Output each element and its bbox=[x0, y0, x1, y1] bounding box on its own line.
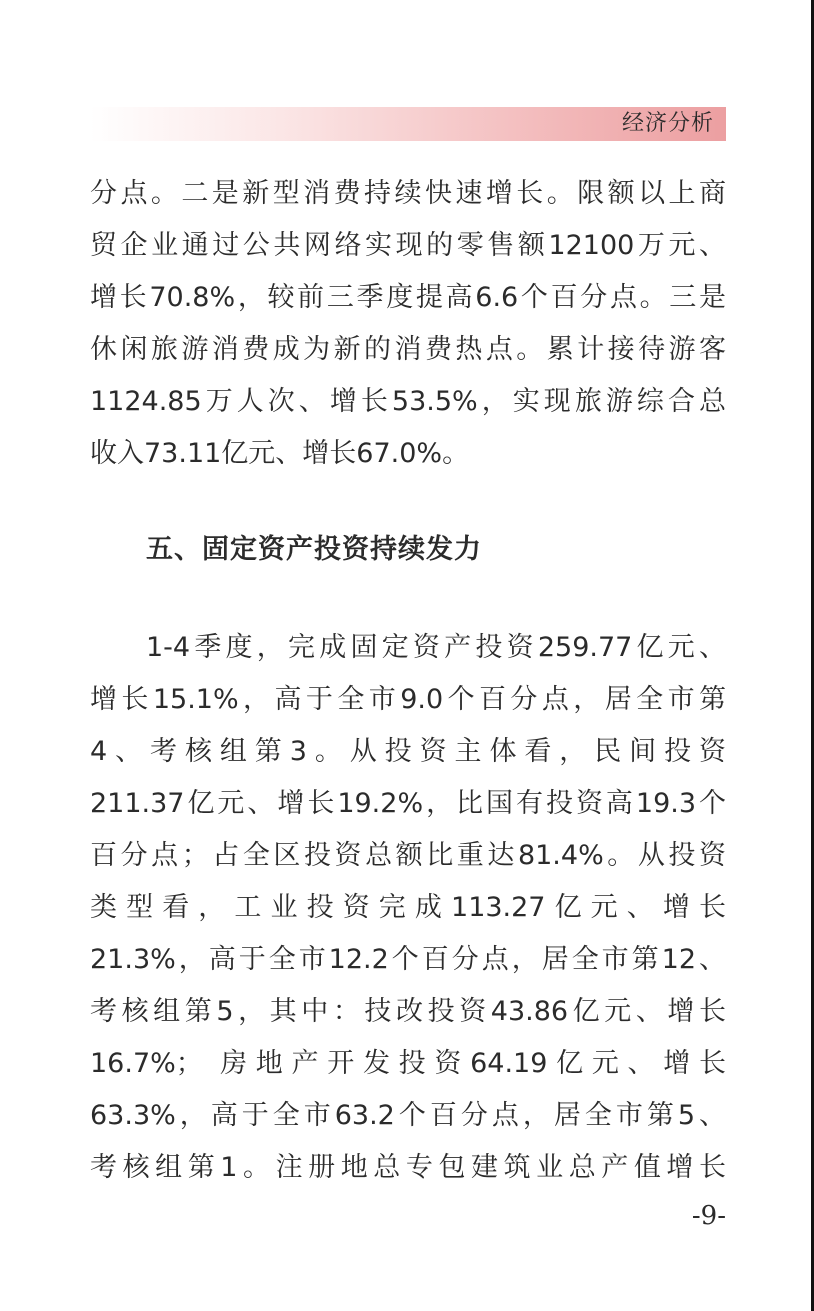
text-line: 1-4季度，完成固定资产投资259.77亿元、 bbox=[146, 632, 726, 663]
text-line: 休闲旅游消费成为新的消费热点。累计接待游客 bbox=[90, 334, 726, 365]
text-line: 考核组第1。注册地总专包建筑业总产值增长 bbox=[90, 1152, 726, 1183]
text-line: 收入73.11亿元、增长67.0%。 bbox=[90, 438, 470, 469]
text-line: 16.7%； 房地产开发投资64.19亿元、增长 bbox=[90, 1048, 726, 1079]
text-line: 考核组第5，其中：技改投资43.86亿元、增长 bbox=[90, 996, 726, 1027]
text-line: 21.3%，高于全市12.2个百分点，居全市第12、 bbox=[90, 944, 726, 975]
section-heading: 五、固定资产投资持续发力 bbox=[146, 534, 482, 565]
page-number: -9- bbox=[691, 1201, 726, 1231]
text-line: 类型看，工业投资完成113.27亿元、增长 bbox=[90, 892, 726, 923]
text-line: 211.37亿元、增长19.2%，比国有投资高19.3个 bbox=[90, 788, 726, 819]
text-line: 增长70.8%，较前三季度提高6.6个百分点。三是 bbox=[90, 282, 726, 313]
text-line: 1124.85万人次、增长53.5%，实现旅游综合总 bbox=[90, 386, 726, 417]
paragraph-consumption bbox=[90, 168, 726, 480]
paragraph-fixed-asset-investment bbox=[90, 622, 726, 1194]
section-label: 经济分析 bbox=[621, 111, 714, 136]
text-line: 贸企业通过公共网络实现的零售额12100万元、 bbox=[90, 230, 726, 261]
text-line: 4、考核组第3。从投资主体看，民间投资 bbox=[90, 736, 726, 767]
section-header-band bbox=[90, 107, 726, 141]
text-line: 增长15.1%，高于全市9.0个百分点，居全市第 bbox=[90, 684, 726, 715]
text-line: 63.3%，高于全市63.2个百分点，居全市第5、 bbox=[90, 1100, 726, 1131]
text-line: 百分点；占全区投资总额比重达81.4%。从投资 bbox=[90, 840, 726, 871]
text-line: 分点。二是新型消费持续快速增长。限额以上商 bbox=[90, 178, 726, 209]
